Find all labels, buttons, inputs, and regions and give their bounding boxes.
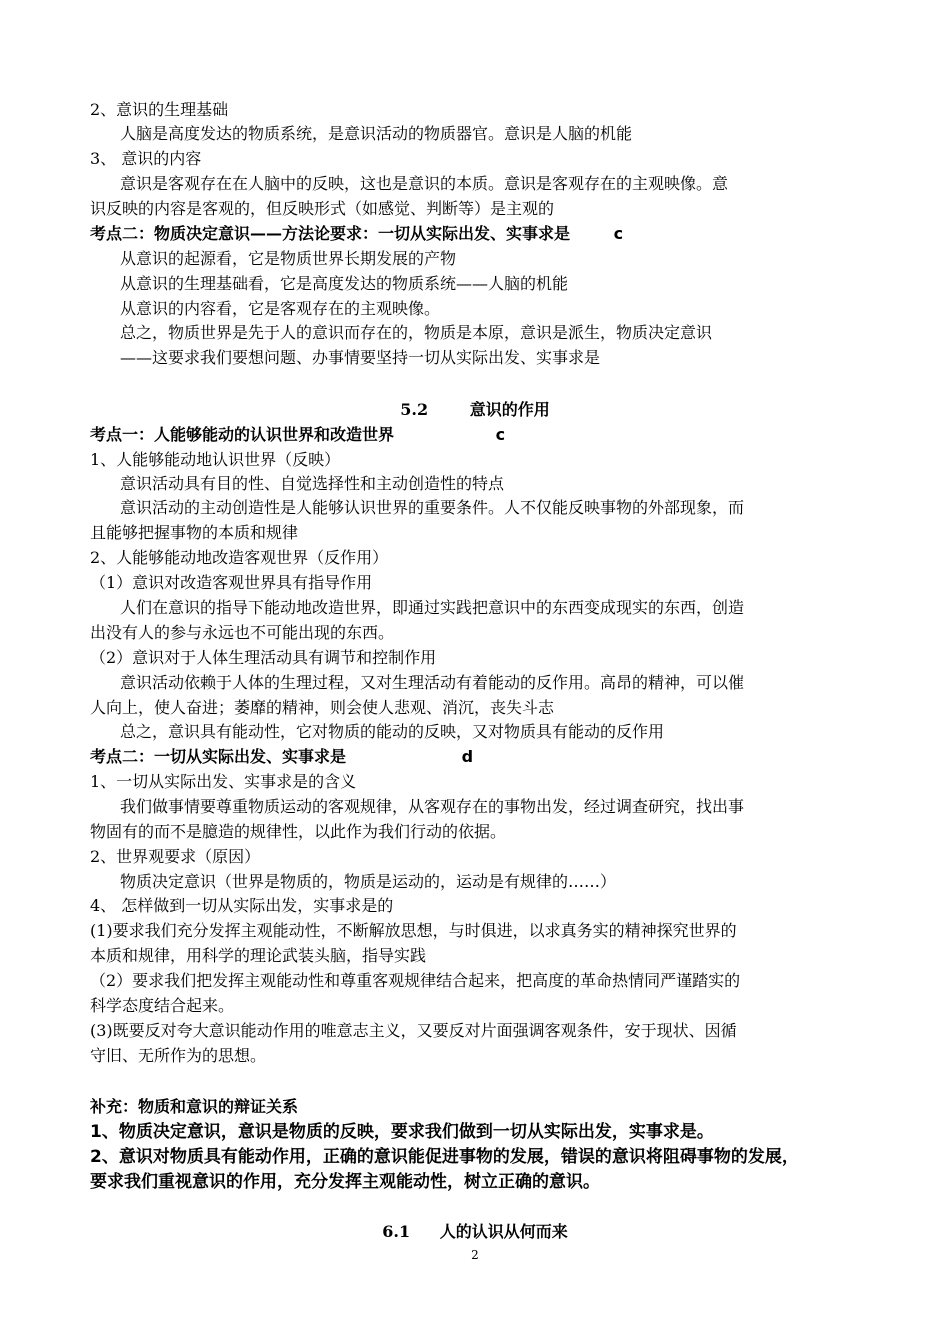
supplement-heading: 补充：物质和意识的辩证关系 [90, 1097, 299, 1116]
text-line: 且能够把握事物的本质和规律 [90, 523, 299, 542]
supplement-line: 要求我们重视意识的作用，充分发挥主观能动性，树立正确的意识。 [90, 1172, 600, 1192]
kaodian-title: 考点二：一切从实际出发、实事求是 [90, 747, 347, 766]
text-line: 总之，物质世界是先于人的意识而存在的，物质是本原，意识是派生，物质决定意识 [120, 323, 713, 342]
text-line: （2）意识对于人体生理活动具有调节和控制作用 [90, 648, 437, 667]
text-line: （1）意识对改造客观世界具有指导作用 [90, 573, 373, 592]
text-line: 意识活动的主动创造性是人能够认识世界的重要条件。人不仅能反映事物的外部现象，而 [120, 498, 745, 517]
text-line: 1、人能够能动地认识世界（反映） [90, 450, 341, 469]
text-line: 4、 怎样做到一切从实际出发，实事求是的 [90, 896, 394, 915]
kaodian-level: c [495, 425, 506, 444]
text-line: 守旧、无所作为的思想。 [90, 1046, 267, 1065]
text-line: 意识是客观存在在人脑中的反映，这也是意识的本质。意识是客观存在的主观映像。意 [120, 174, 729, 193]
section-number: 6.1 [382, 1222, 411, 1241]
text-line: 出没有人的参与永远也不可能出现的东西。 [90, 623, 395, 642]
text-line: (1)要求我们充分发挥主观能动性，不断解放思想，与时俱进，以求真务实的精神探究世界的 [90, 921, 737, 940]
text-line: ——这要求我们要想问题、办事情要坚持一切从实际出发、实事求是 [120, 348, 601, 367]
text-line: 物固有的而不是臆造的规律性，以此作为我们行动的依据。 [90, 822, 507, 841]
text-line: 人们在意识的指导下能动地改造世界，即通过实践把意识中的东西变成现实的东西，创造 [120, 598, 745, 617]
supplement-line: 2、意识对物质具有能动作用，正确的意识能促进事物的发展，错误的意识将阻碍事物的发展， [90, 1147, 799, 1167]
text-line: （2）要求我们把发挥主观能动性和尊重客观规律结合起来，把高度的革命热情同严谨踏实的 [90, 971, 741, 990]
text-line: 从意识的生理基础看，它是高度发达的物质系统——人脑的机能 [120, 274, 569, 293]
kaodian-heading [90, 222, 865, 246]
text-line: 2、人能够能动地改造客观世界（反作用） [90, 548, 389, 567]
kaodian-level: d [461, 747, 474, 766]
text-line: 总之，意识具有能动性，它对物质的能动的反映，又对物质具有能动的反作用 [120, 722, 665, 741]
section-heading [0, 398, 950, 422]
text-line: 3、 意识的内容 [90, 149, 202, 168]
section-title: 人的认识从何而来 [439, 1222, 568, 1241]
text-line: 1、一切从实际出发、实事求是的含义 [90, 772, 357, 791]
text-line: 意识活动具有目的性、自觉选择性和主动创造性的特点 [120, 474, 505, 493]
section-title: 意识的作用 [469, 400, 550, 419]
kaodian-title: 考点二：物质决定意识——方法论要求：一切从实际出发、实事求是 [90, 224, 571, 243]
text-line: 物质决定意识（世界是物质的，物质是运动的，运动是有规律的……） [120, 872, 617, 891]
text-line: (3)既要反对夸大意识能动作用的唯意志主义，又要反对片面强调客观条件，安于现状、因循 [90, 1021, 737, 1040]
kaodian-heading [90, 745, 865, 769]
text-line: 从意识的内容看，它是客观存在的主观映像。 [120, 299, 441, 318]
text-line: 我们做事情要尊重物质运动的客观规律，从客观存在的事物出发，经过调查研究，找出事 [120, 797, 745, 816]
text-line: 科学态度结合起来。 [90, 996, 235, 1015]
text-line: 2、意识的生理基础 [90, 100, 229, 119]
text-line: 人向上，使人奋进；萎靡的精神，则会使人悲观、消沉，丧失斗志 [90, 698, 555, 717]
supplement-line: 1、物质决定意识，意识是物质的反映，要求我们做到一切从实际出发，实事求是。 [90, 1122, 714, 1142]
text-line: 意识活动依赖于人体的生理过程，又对生理活动有着能动的反作用。高昂的精神，可以催 [120, 673, 745, 692]
page-number: 2 [471, 1248, 479, 1262]
section-number: 5.2 [400, 400, 429, 419]
text-line: 识反映的内容是客观的，但反映形式（如感觉、判断等）是主观的 [90, 199, 555, 218]
kaodian-level: c [613, 224, 624, 243]
section-heading [0, 1220, 950, 1244]
kaodian-heading [90, 423, 865, 447]
text-line: 从意识的起源看，它是物质世界长期发展的产物 [120, 249, 457, 268]
text-line: 2、世界观要求（原因） [90, 847, 261, 866]
text-line: 人脑是高度发达的物质系统，是意识活动的物质器官。意识是人脑的机能 [120, 124, 633, 143]
text-line: 本质和规律，用科学的理论武装头脑，指导实践 [90, 946, 427, 965]
kaodian-title: 考点一：人能够能动的认识世界和改造世界 [90, 425, 395, 444]
